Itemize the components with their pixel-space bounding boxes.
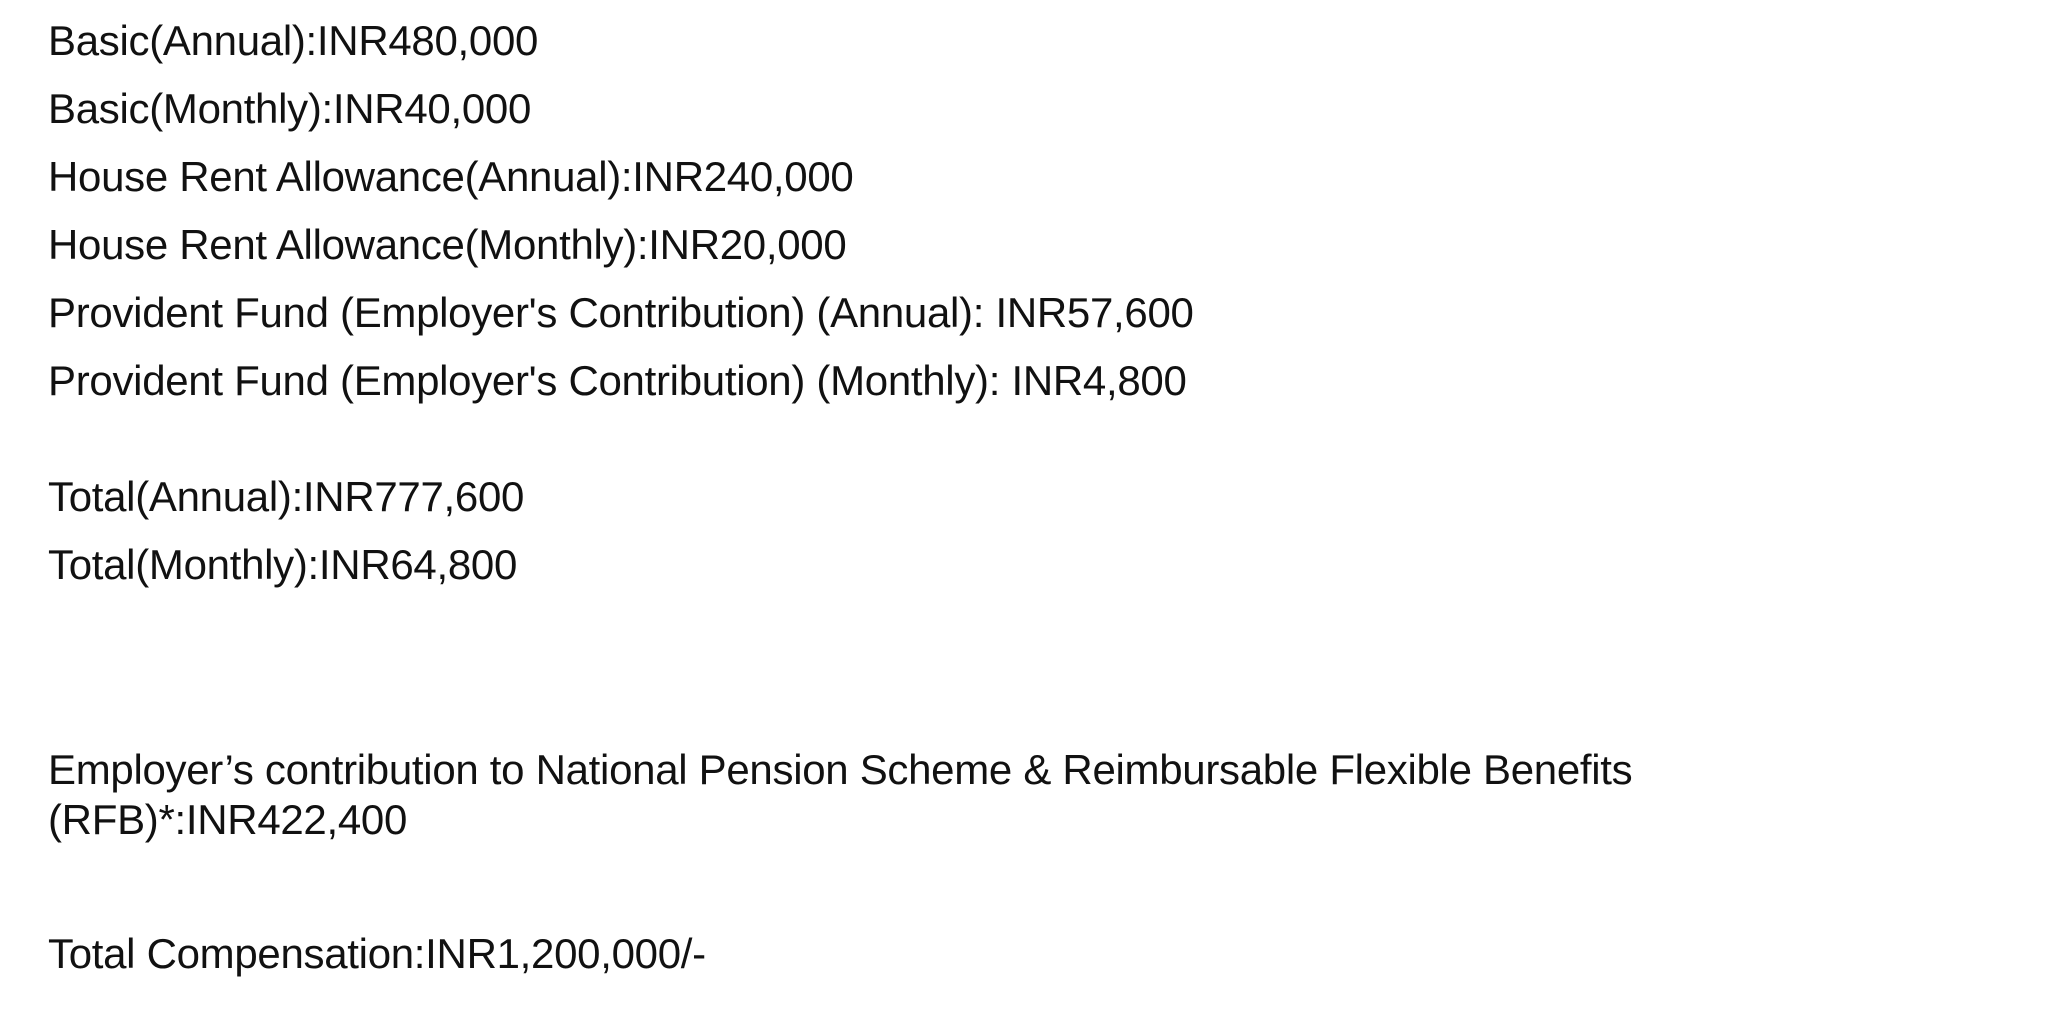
nps-rfb-line-2: (RFB)*:INR422,400 bbox=[48, 796, 408, 843]
total-monthly-line: Total(Monthly):INR64,800 bbox=[48, 541, 518, 588]
total-compensation-line: Total Compensation:INR1,200,000/- bbox=[48, 930, 706, 977]
total-annual-line: Total(Annual):INR777,600 bbox=[48, 473, 525, 520]
nps-rfb-line-1: Employer’s contribution to National Pension Scheme & Reimbursable Flexible Benefits bbox=[48, 746, 1633, 793]
nps-rfb-paragraph bbox=[48, 745, 1808, 845]
hra-annual-line: House Rent Allowance(Annual):INR240,000 bbox=[48, 153, 854, 200]
pf-monthly-line: Provident Fund (Employer's Contribution) (Monthly): INR4,800 bbox=[48, 357, 1187, 404]
pf-annual-line: Provident Fund (Employer's Contribution) (Annual): INR57,600 bbox=[48, 289, 1194, 336]
basic-monthly-line: Basic(Monthly):INR40,000 bbox=[48, 85, 531, 132]
hra-monthly-line: House Rent Allowance(Monthly):INR20,000 bbox=[48, 221, 847, 268]
basic-annual-line: Basic(Annual):INR480,000 bbox=[48, 17, 539, 64]
